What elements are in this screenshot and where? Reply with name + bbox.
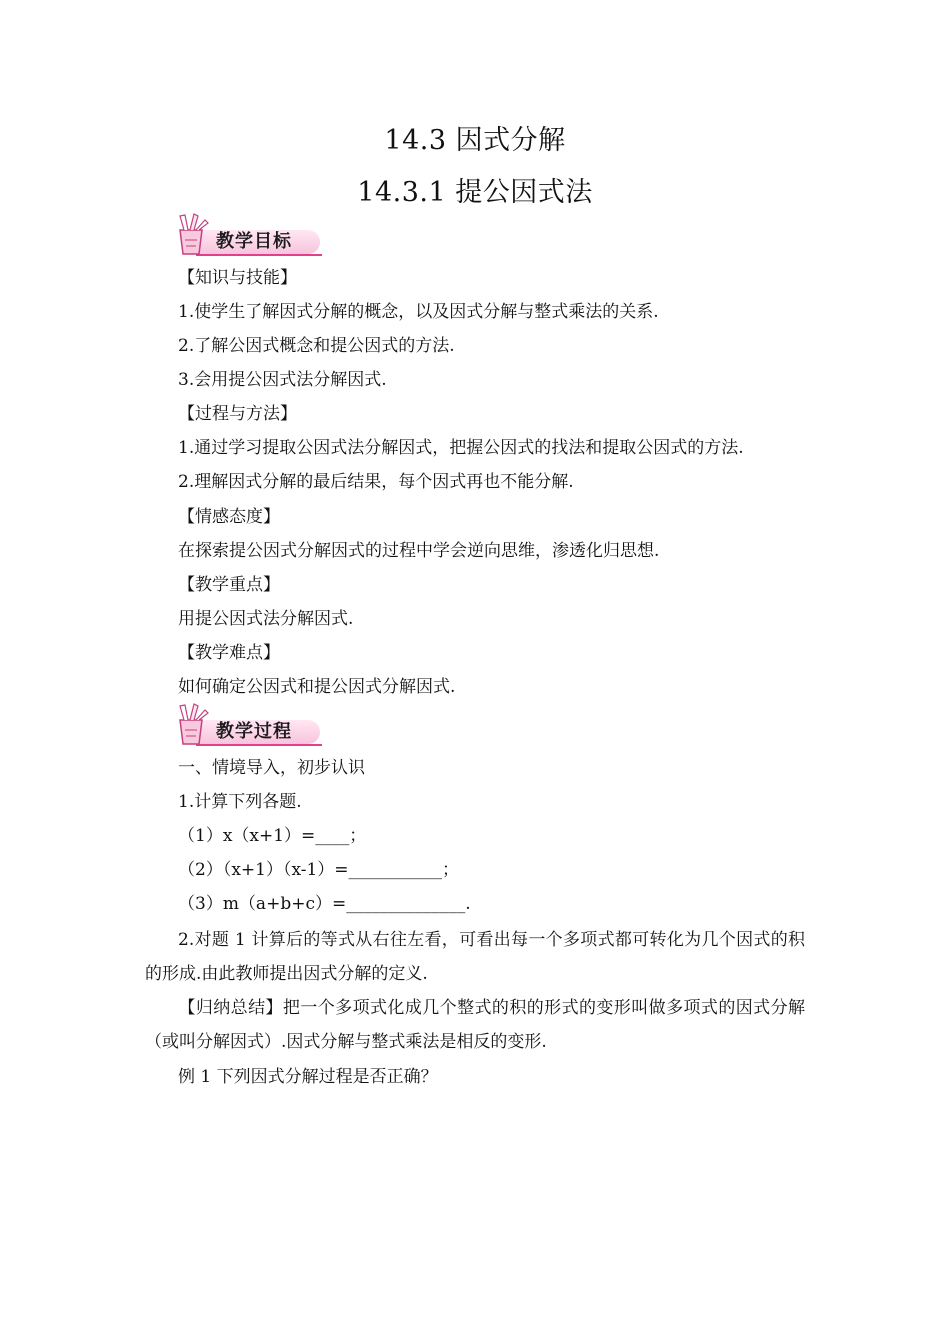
process-heading: 【过程与方法】 bbox=[178, 404, 297, 424]
knowledge-item: 3.会用提公因式法分解因式. bbox=[178, 370, 387, 390]
process-item: 1.通过学习提取公因式法分解因式，把握公因式的找法和提取公因式的方法. bbox=[178, 438, 744, 458]
example-1: 例 1 下列因式分解过程是否正确？ bbox=[178, 1067, 438, 1087]
section-heading: 一、情境导入，初步认识 bbox=[178, 758, 365, 778]
attitude-text: 在探索提公因式分解因式的过程中学会逆向思维，渗透化归思想. bbox=[178, 541, 660, 561]
pen-holder-icon bbox=[172, 702, 216, 748]
main-title: 14.3 因式分解 bbox=[384, 125, 566, 156]
question-1-item: （3）m（a+b+c）=______________. bbox=[178, 894, 471, 914]
summary-paragraph bbox=[145, 991, 805, 1059]
pen-holder-icon bbox=[172, 212, 216, 258]
attitude-heading: 【情感态度】 bbox=[178, 507, 280, 527]
process-item: 2.理解因式分解的最后结果，每个因式再也不能分解. bbox=[178, 472, 574, 492]
difficulty-heading: 【教学难点】 bbox=[178, 643, 280, 663]
knowledge-item: 1.使学生了解因式分解的概念，以及因式分解与整式乘法的关系. bbox=[178, 302, 659, 322]
sub-title: 14.3.1 提公因式法 bbox=[357, 177, 593, 208]
difficulty-text: 如何确定公因式和提公因式分解因式. bbox=[178, 677, 456, 697]
process-badge bbox=[172, 702, 324, 748]
question-1-item: （1）x（x+1）=____； bbox=[178, 826, 367, 846]
badge-label: 教学目标 bbox=[216, 231, 292, 252]
badge-label: 教学过程 bbox=[216, 721, 292, 742]
knowledge-item: 2.了解公因式概念和提公因式的方法. bbox=[178, 336, 455, 356]
knowledge-heading: 【知识与技能】 bbox=[178, 268, 297, 288]
question-2-paragraph bbox=[145, 923, 805, 991]
key-point-heading: 【教学重点】 bbox=[178, 575, 280, 595]
question-2-text: 2.对题 1 计算后的等式从右往左看，可看出每一个多项式都可转化为几个因式的积的形成.由此教师提出因式分解的定义. bbox=[145, 930, 805, 984]
key-point-text: 用提公因式法分解因式. bbox=[178, 609, 354, 629]
objectives-badge bbox=[172, 212, 324, 258]
summary-text: 【归纳总结】把一个多项式化成几个整式的积的形式的变形叫做多项式的因式分解（或叫分解因式）.因式分解与整式乘法是相反的变形. bbox=[145, 998, 805, 1052]
question-1-item: （2）（x+1）（x-1）=___________； bbox=[178, 860, 460, 880]
question-1: 1.计算下列各题. bbox=[178, 792, 302, 812]
